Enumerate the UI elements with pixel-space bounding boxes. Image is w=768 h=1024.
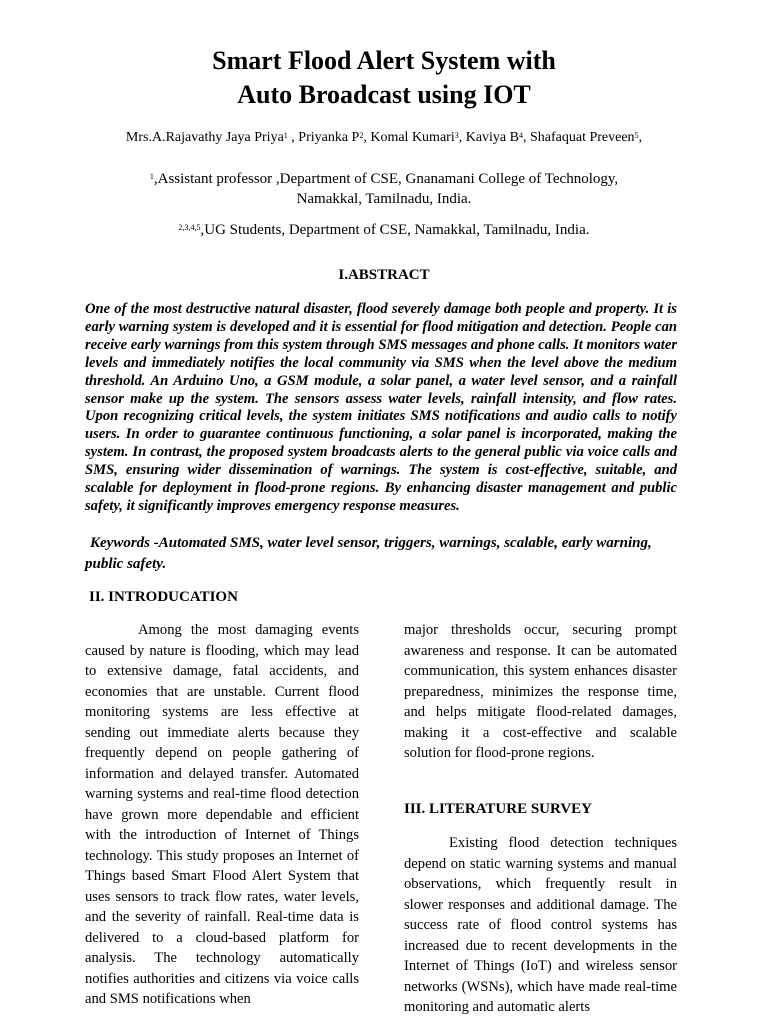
keywords-line-1: Keywords -Automated SMS, water level sensor, triggers, warnings, scalable, early warning, [90,535,652,551]
affiliation-1 [0,169,768,209]
affiliation-2 [0,220,768,240]
author-affiliation-mark: 4 [518,131,523,140]
author-separator: , [638,130,643,145]
affiliation-2-text: ,UG Students, Department of CSE, Namakkal, Tamilnadu, India. [200,222,590,238]
affiliation-mark: 2,3,4,5 [178,223,201,232]
author-separator: , [458,130,466,145]
introduction-body-right: major thresholds occur, securing prompt awareness and response. It can be automated communication, this system enhances disaster preparedness, minimizes the response time, and helps mitigate flood-related damages, making it a cost-effective and scalable solution for flood-prone regions. [404,622,677,761]
author-name: Kaviya B [465,130,519,145]
author-name: Priyanka P [298,130,360,145]
title-line-2: Auto Broadcast using IOT [237,80,531,109]
author-separator: , [522,130,530,145]
author-affiliation-mark: 3 [454,131,459,140]
author-affiliation-mark: 1 [283,131,288,140]
introduction-heading: II. INTRODUCATION [89,589,238,605]
paper-title [0,44,768,112]
abstract-heading: I.ABSTRACT [338,267,430,283]
author-name: Komal Kumari [370,130,455,145]
affiliation-1-line-1: ,Assistant professor ,Department of CSE, Gnanamani College of Technology, [153,171,619,187]
affiliation-1-line-2: Namakkal, Tamilnadu, India. [296,191,472,207]
title-line-1: Smart Flood Alert System with [212,46,556,75]
affiliation-mark: 1 [149,172,154,181]
abstract-body: One of the most destructive natural disaster, flood severely damage both people and property. It is early warning system is developed and it is essential for flood mitigation and detection. People can receive early warnings from this system through SMS messages and phone calls. It monitors water levels and immediately notifies the local community via SMS when the level above the medium threshold. An Arduino Uno, a GSM module, a solar panel, a water level sensor, and a rainfall sensor make up the system. The sensors assess water levels, rainfall intensity, and flow rates. Upon recognizing critical levels, the system initiates SMS notifications and audio calls to notify users. In order to guarantee continuous functioning, a solar panel is incorporated, making the system. In contrast, the proposed system broadcasts alerts to the general public via voice calls and SMS, ensuring wider dissemination of warnings. The system is cost-effective, suitable, and scalable for deployment in flood-prone regions. By enhancing disaster management and public safety, it significantly improves emergency response measures. [85,301,677,514]
author-affiliation-mark: 2 [359,131,364,140]
literature-survey-body: Existing flood detection techniques depend on static warning systems and manual observations, which frequently result in slower responses and additional damage. The success rate of flood control systems has increased due to recent developments in the Internet of Things (IoT) and wireless sensor networks (WSNs), which have made real-time monitoring and automatic alerts [404,835,677,1015]
author-name: Shafaquat Preveen [529,130,635,145]
introduction-body-left: Among the most damaging events caused by nature is flooding, which may lead to extensive damage, fatal accidents, and economies that are unstable. Current flood monitoring systems are less effective at sending out immediate alerts because they frequently depend on people gathering of information and delayed transfer. Automated warning systems and real-time flood detection have grown more dependable and efficient with the introduction of Internet of Things technology. This study proposes an Internet of Things based Smart Flood Alert System that uses sensors to track flow rates, water levels, and the severity of rainfall. Real-time data is delivered to a cloud-based platform for analysis. The technology automatically notifies authorities and citizens via voice calls and SMS notifications when [85,622,359,1007]
keywords-line-2: public safety. [85,555,167,572]
author-list [0,128,768,148]
author-affiliation-mark: 5 [634,131,639,140]
literature-survey-heading: III. LITERATURE SURVEY [404,801,592,817]
author-separator: , [287,130,299,145]
author-name: Mrs.A.Rajavathy Jaya Priya [125,130,284,145]
keywords [85,533,677,574]
author-separator: , [363,130,371,145]
